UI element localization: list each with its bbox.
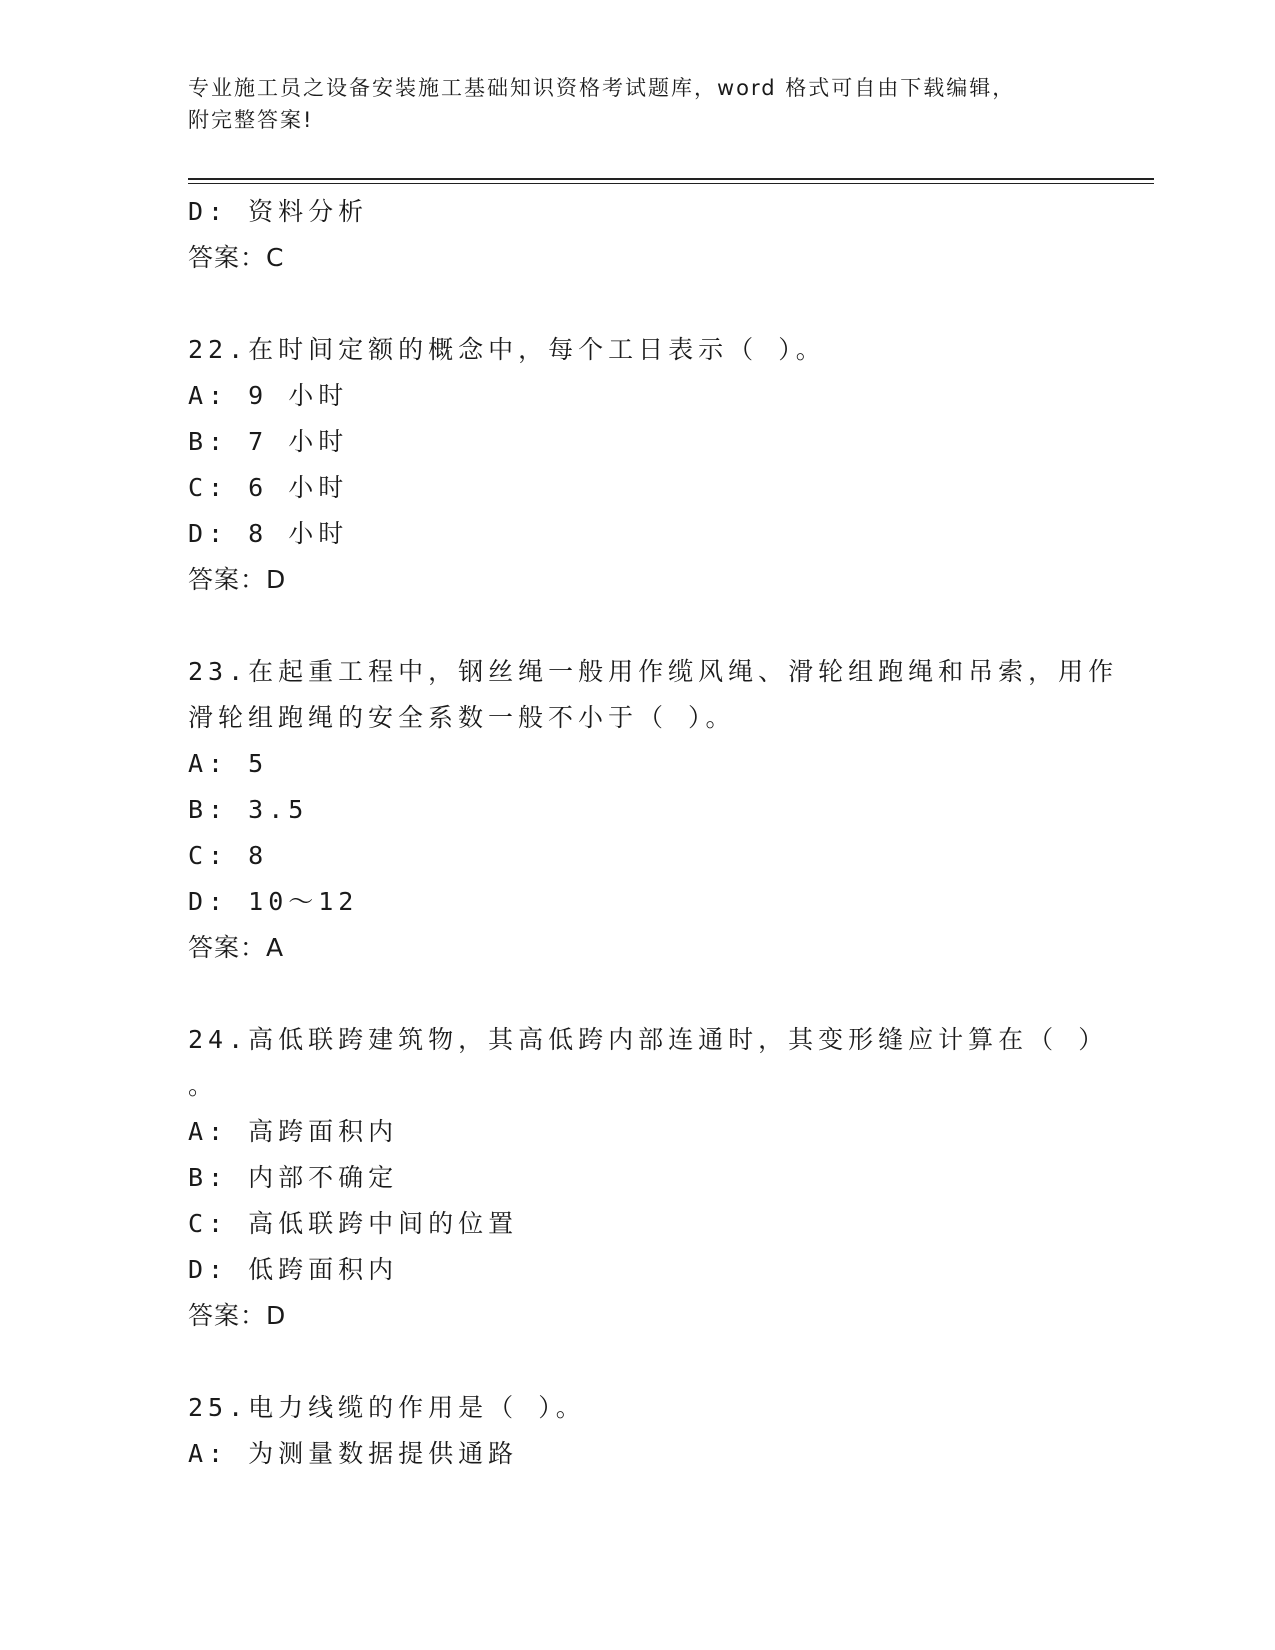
option-d: D: 10～12: [188, 887, 359, 916]
question-23: [188, 649, 1148, 971]
question-stem-line-2: 滑轮组跑绳的安全系数一般不小于（ ）。: [188, 703, 736, 732]
question-stem-line-1: 23.在起重工程中，钢丝绳一般用作缆风绳、滑轮组跑绳和吊索，用作: [188, 657, 1119, 686]
option-a: A: 高跨面积内: [188, 1117, 399, 1146]
answer: 答案：D: [188, 1301, 287, 1330]
option-c: C: 8: [188, 841, 269, 870]
question-stem: 25.电力线缆的作用是（ ）。: [188, 1393, 586, 1422]
option-b: B: 7 小时: [188, 427, 349, 456]
answer: 答案：D: [188, 565, 287, 594]
option-c: C: 高低联跨中间的位置: [188, 1209, 519, 1238]
answer: 答案：C: [188, 243, 285, 272]
question-list: [188, 189, 1148, 1477]
question-25: [188, 1385, 1148, 1477]
question-stem: 22.在时间定额的概念中，每个工日表示（ ）。: [188, 335, 826, 364]
question-24: [188, 1017, 1148, 1339]
option-d: D: 资料分析: [188, 197, 369, 226]
header-line-2: 附完整答案!: [188, 108, 314, 132]
question-stem-line-2: 。: [188, 1071, 219, 1100]
option-a: A: 为测量数据提供通路: [188, 1439, 519, 1468]
header-line-1: 专业施工员之设备安装施工基础知识资格考试题库，word 格式可自由下载编辑，: [188, 76, 1016, 100]
header-rule-thick: [188, 178, 1154, 180]
question-stem-line-1: 24.高低联跨建筑物，其高低跨内部连通时，其变形缝应计算在（ ）: [188, 1025, 1109, 1054]
option-b: B: 内部不确定: [188, 1163, 399, 1192]
option-a: A: 5: [188, 749, 269, 778]
document-header: [188, 72, 1088, 136]
option-d: D: 低跨面积内: [188, 1255, 399, 1284]
option-a: A: 9 小时: [188, 381, 349, 410]
option-c: C: 6 小时: [188, 473, 349, 502]
answer: 答案：A: [188, 933, 285, 962]
question-22: [188, 327, 1148, 603]
option-d: D: 8 小时: [188, 519, 349, 548]
option-b: B: 3.5: [188, 795, 309, 824]
header-rule-thin: [188, 183, 1154, 184]
